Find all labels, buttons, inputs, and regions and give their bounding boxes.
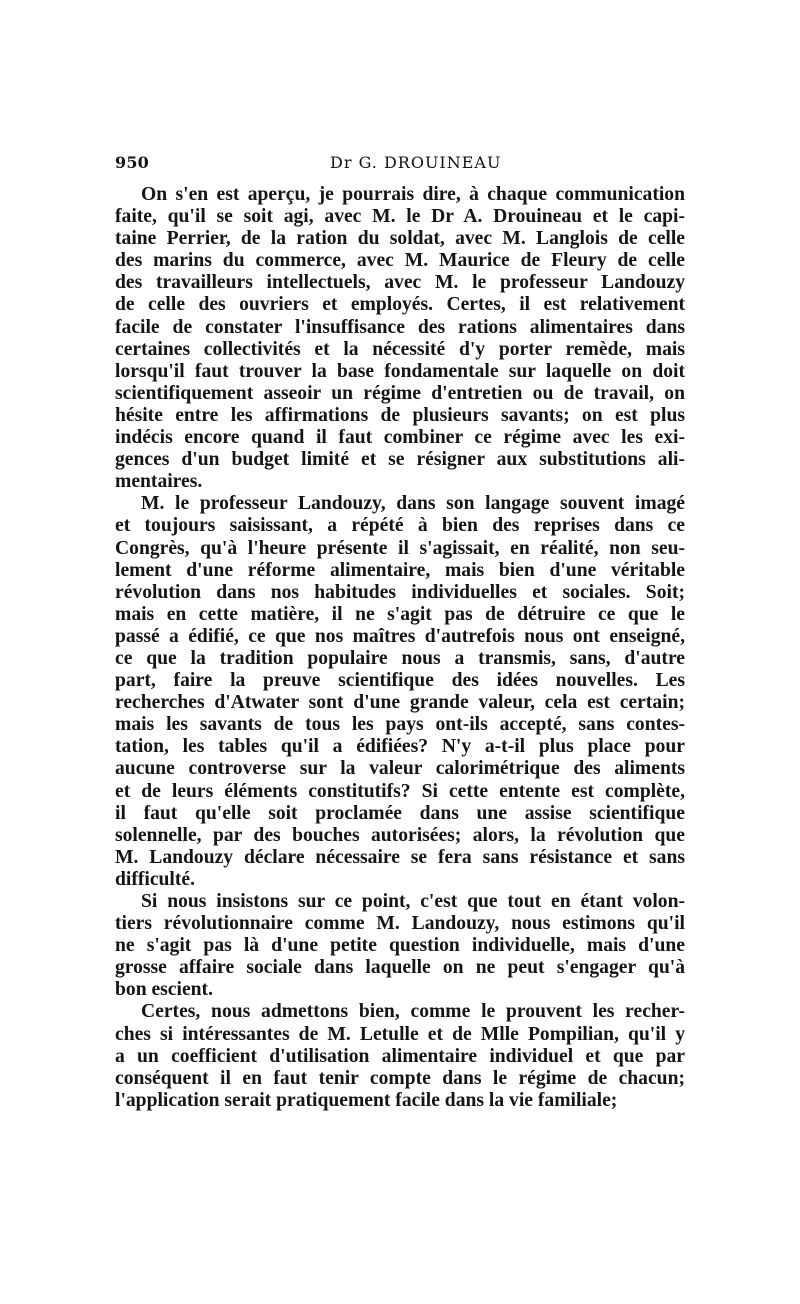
text-line: conséquent il en faut tenir compte dans le régime de chacun; <box>115 1067 685 1089</box>
text-line: a un coefficient d'utilisation alimentaire individuel et que par <box>115 1045 685 1067</box>
text-line: et de leurs éléments constitutifs? Si cette entente est complète, <box>115 780 685 802</box>
text-line: et toujours saisissant, a répété à bien des reprises dans ce <box>115 515 685 537</box>
page-number: 950 <box>115 153 149 172</box>
text-line: difficulté. <box>115 868 195 890</box>
text-line: révolution dans nos habitudes individuelles et sociales. Soit; <box>115 581 685 603</box>
text-line: solennelle, par des bouches autorisées; alors, la révolution que <box>115 824 685 846</box>
paragraph <box>115 493 685 891</box>
text-line: des travailleurs intellectuels, avec M. le professeur Landouzy <box>115 272 685 294</box>
text-line: des marins du commerce, avec M. Maurice de Fleury de celle <box>115 250 685 272</box>
text-line: grosse affaire sociale dans laquelle on ne peut s'engager qu'à <box>115 957 685 979</box>
text-line: de celle des ouvriers et employés. Certes, il est relativement <box>115 294 685 316</box>
text-line: aucune controverse sur la valeur calorimétrique des aliments <box>115 758 685 780</box>
text-line: recherches d'Atwater sont d'une grande valeur, cela est certain; <box>115 692 685 714</box>
text-line: tation, les tables qu'il a édifiées? N'y a-t-il plus place pour <box>115 736 685 758</box>
text-line: tiers révolutionnaire comme M. Landouzy, nous estimons qu'il <box>115 913 685 935</box>
paragraph <box>115 184 685 493</box>
paragraph <box>115 891 685 1001</box>
page-header <box>115 153 685 177</box>
text-line: taine Perrier, de la ration du soldat, avec M. Langlois de celle <box>115 228 685 250</box>
text-line: indécis encore quand il faut combiner ce régime avec les exi- <box>115 427 685 449</box>
text-line: Certes, nous admettons bien, comme le prouvent les recher- <box>141 1001 685 1023</box>
text-line: Congrès, qu'à l'heure présente il s'agissait, en réalité, non seu- <box>115 537 685 559</box>
text-line: il faut qu'elle soit proclamée dans une assise scientifique <box>115 802 685 824</box>
text-line: On s'en est aperçu, je pourrais dire, à chaque communication <box>141 184 685 205</box>
text-line: mentaires. <box>115 471 203 493</box>
text-line: ne s'agit pas là d'une petite question individuelle, mais d'une <box>115 935 685 957</box>
text-line: M. le professeur Landouzy, dans son langage souvent imagé <box>141 493 685 515</box>
text-line: passé a édifié, ce que nos maîtres d'autrefois nous ont enseigné, <box>115 625 685 647</box>
text-line: M. Landouzy déclare nécessaire se fera sans résistance et sans <box>115 846 685 868</box>
body-text <box>115 184 685 1112</box>
text-line: scientifiquement asseoir un régime d'entretien ou de travail, on <box>115 382 685 404</box>
text-line: lement d'une réforme alimentaire, mais bien d'une véritable <box>115 559 685 581</box>
paragraph <box>115 1001 685 1111</box>
text-line: mais les savants de tous les pays ont-ils accepté, sans contes- <box>115 714 685 736</box>
text-line: part, faire la preuve scientifique des idées nouvelles. Les <box>115 670 685 692</box>
text-line: certaines collectivités et la nécessité d'y porter remède, mais <box>115 338 685 360</box>
text-line: mais en cette matière, il ne s'agit pas de détruire ce que le <box>115 603 685 625</box>
running-title: Dr G. DROUINEAU <box>330 153 502 172</box>
text-line: faite, qu'il se soit agi, avec M. le Dr A. Drouineau et le capi- <box>115 206 685 228</box>
text-line: lorsqu'il faut trouver la base fondamentale sur laquelle on doit <box>115 360 685 382</box>
text-line: l'application serait pratiquement facile dans la vie familiale; <box>115 1089 618 1111</box>
text-line: bon escient. <box>115 979 213 1001</box>
text-line: ce que la tradition populaire nous a transmis, sans, d'autre <box>115 647 685 669</box>
text-line: hésite entre les affirmations de plusieurs savants; on est plus <box>115 404 685 426</box>
text-line: Si nous insistons sur ce point, c'est que tout en étant volon- <box>141 891 685 912</box>
text-line: ches si intéressantes de M. Letulle et de Mlle Pompilian, qu'il y <box>115 1023 685 1045</box>
text-line: facile de constater l'insuffisance des rations alimentaires dans <box>115 316 685 338</box>
text-line: gences d'un budget limité et se résigner aux substitutions ali- <box>115 449 685 471</box>
